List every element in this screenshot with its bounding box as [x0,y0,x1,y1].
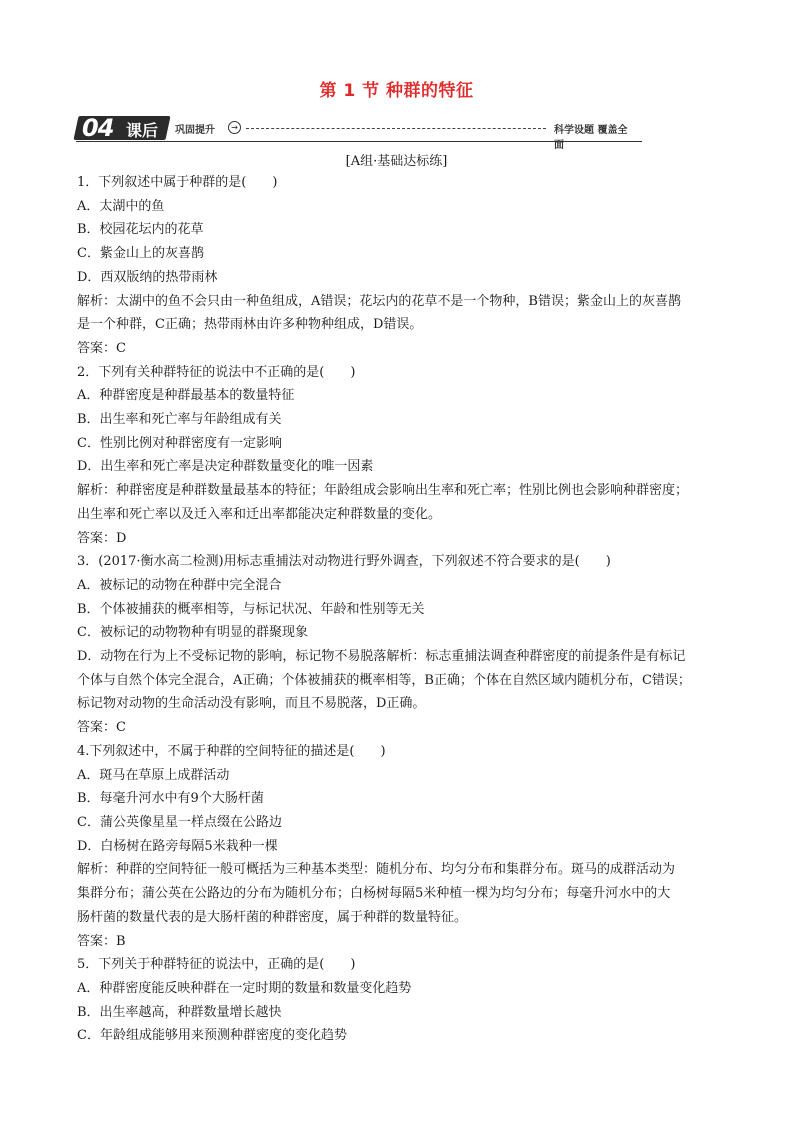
text-line: A．被标记的动物在种群中完全混合 [77,577,282,593]
text-line: A．太湖中的鱼 [77,198,165,214]
banner-subtitle: 巩固提升 [175,125,215,136]
text-line: D．动物在行为上不受标记物的影响，标记物不易脱落解析：标志重捕法调查种群密度的前提条件是有标记 [77,649,686,665]
text-line: A．斑马在草原上成群活动 [77,767,230,783]
text-line: B．校园花坛内的花草 [77,222,204,238]
banner-rule [76,141,642,142]
text-line: 出生率和死亡率以及迁入率和迁出率都能决定种群数量的变化。 [77,506,442,522]
question-body [77,171,727,1048]
text-line: D．出生率和死亡率是决定种群数量变化的唯一因素 [77,459,374,475]
text-line: 答案：C [77,340,126,356]
text-line: A．种群密度是种群最基本的数量特征 [77,388,295,404]
text-line: C．蒲公英像星星一样点缀在公路边 [77,814,282,830]
text-line: 答案：B [77,933,126,949]
group-heading: [A组·基础达标练] [345,154,448,169]
section-banner [76,114,636,151]
text-line: 标记物对动物的生命活动没有影响，而且不易脱落，D正确。 [77,696,426,712]
text-line: 个体与自然个体完全混合，A正确；个体被捕获的概率相等，B正确；个体在自然区域内随机分布，C错误； [77,672,691,688]
text-line: 解析：种群的空间特征一般可概括为三种基本类型：随机分布、均匀分布和集群分布。斑马的成群活动为 [77,862,676,878]
text-line: A．种群密度能反映种群在一定时期的数量和数量变化趋势 [77,980,412,996]
page-title: 第 1 节 种群的特征 [319,81,474,101]
text-line: C．年龄组成能够用来预测种群密度的变化趋势 [77,1028,347,1044]
text-line: 解析：种群密度是种群数量最基本的特征；年龄组成会影响出生率和死亡率；性别比例也会影响种群密度； [77,483,689,499]
text-line: C．性别比例对种群密度有一定影响 [77,435,282,451]
text-line: B．个体被捕获的概率相等，与标记状况、年龄和性别等无关 [77,601,425,617]
text-line: 是一个种群，C正确；热带雨林由许多种物种组成，D错误。 [77,317,423,333]
text-line: 5．下列关于种群特征的说法中，正确的是( ) [77,957,356,973]
text-line: 答案：D [77,530,127,546]
text-line: 1．下列叙述中属于种群的是( ) [77,175,278,190]
text-line: C．被标记的动物物种有明显的群聚现象 [77,625,308,641]
text-line: C．紫金山上的灰喜鹊 [77,246,204,262]
text-line: 2．下列有关种群特征的说法中不正确的是( ) [77,364,356,380]
text-line: B．出生率和死亡率与年龄组成有关 [77,412,282,428]
text-line: 肠杆菌的数量代表的是大肠杆菌的种群密度，属于种群的数量特征。 [77,909,468,925]
text-line: D．白杨树在路旁每隔5米栽种一棵 [77,838,278,854]
text-line: B．出生率越高，种群数量增长越快 [77,1004,282,1020]
text-line: 4.下列叙述中，不属于种群的空间特征的描述是( ) [77,743,386,759]
text-line: 解析：太湖中的鱼不会只由一种鱼组成，A错误；花坛内的花草不是一个物种，B错误；紫金山上的灰喜鹊 [77,293,681,309]
banner-dashed-divider [246,128,546,129]
text-line: D．西双版纳的热带雨林 [77,269,218,285]
banner-label: 课后 [126,121,159,140]
text-line: B．每毫升河水中有9个大肠杆菌 [77,791,264,807]
text-line: 3．(2017·衡水高二检测)用标志重捕法对动物进行野外调查，下列叙述不符合要求的是( ) [77,554,611,570]
text-line: 集群分布；蒲公英在公路边的分布为随机分布；白杨树每隔5米种植一棵为均匀分布；每毫升河水中的大 [77,886,671,902]
banner-number: 04 [82,114,114,142]
text-line: 答案：C [77,720,126,736]
banner-right-text: 科学设题 覆盖全面 [554,125,628,151]
arrow-right-icon: → [228,121,241,134]
